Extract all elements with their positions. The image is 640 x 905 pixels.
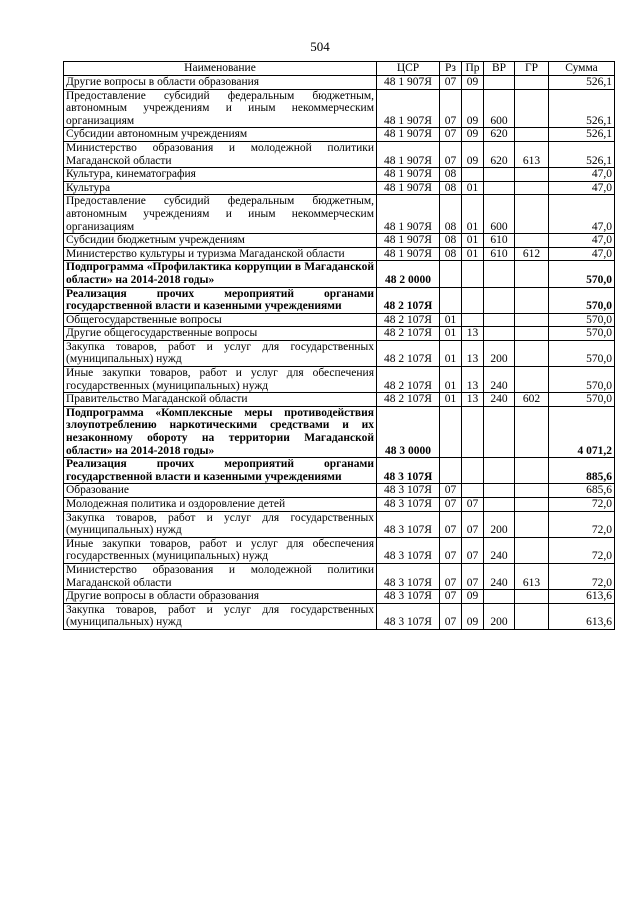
cell-gr [515, 168, 549, 182]
cell-rz: 07 [440, 537, 462, 563]
table-row [64, 367, 615, 393]
cell-vr [484, 406, 515, 457]
cell-name: Другие общегосударственные вопросы [64, 327, 377, 341]
table-row [64, 313, 615, 327]
cell-pr: 01 [462, 195, 484, 234]
cell-sum: 47,0 [549, 168, 615, 182]
cell-gr [515, 313, 549, 327]
table-row [64, 563, 615, 589]
cell-pr: 09 [462, 590, 484, 604]
table-row [64, 181, 615, 195]
cell-vr [484, 327, 515, 341]
cell-vr: 240 [484, 393, 515, 407]
cell-csr: 48 1 907Я [377, 234, 440, 248]
header-gr: ГР [515, 62, 549, 76]
cell-rz: 08 [440, 168, 462, 182]
cell-pr: 01 [462, 181, 484, 195]
cell-name: Другие вопросы в области образования [64, 590, 377, 604]
cell-name: Молодежная политика и оздоровление детей [64, 498, 377, 512]
cell-gr [515, 458, 549, 484]
cell-gr [515, 498, 549, 512]
table-row [64, 168, 615, 182]
cell-gr: 612 [515, 247, 549, 261]
cell-gr [515, 287, 549, 313]
cell-gr [515, 537, 549, 563]
cell-vr [484, 287, 515, 313]
cell-gr [515, 76, 549, 90]
table-row [64, 195, 615, 234]
cell-vr [484, 498, 515, 512]
cell-gr [515, 603, 549, 629]
cell-sum: 47,0 [549, 234, 615, 248]
cell-sum: 613,6 [549, 603, 615, 629]
table-row [64, 128, 615, 142]
cell-pr: 09 [462, 141, 484, 167]
cell-csr: 48 1 907Я [377, 76, 440, 90]
cell-name: Предоставление субсидий федеральным бюджетным, автономным учреждениям и иным некоммерческим организациям [64, 89, 377, 128]
cell-csr: 48 3 107Я [377, 603, 440, 629]
table-row [64, 590, 615, 604]
cell-gr [515, 181, 549, 195]
cell-rz: 07 [440, 590, 462, 604]
cell-csr: 48 1 907Я [377, 195, 440, 234]
cell-name: Иные закупки товаров, работ и услуг для обеспечения государственных (муниципальных) нужд [64, 537, 377, 563]
cell-pr: 07 [462, 511, 484, 537]
cell-gr [515, 195, 549, 234]
cell-vr [484, 484, 515, 498]
table-row [64, 261, 615, 287]
cell-csr: 48 3 107Я [377, 484, 440, 498]
cell-name: Субсидии бюджетным учреждениям [64, 234, 377, 248]
cell-name: Реализация прочих мероприятий органами государственной власти и казенными учреждениями [64, 287, 377, 313]
cell-csr: 48 3 107Я [377, 511, 440, 537]
cell-pr [462, 406, 484, 457]
cell-name: Образование [64, 484, 377, 498]
cell-vr [484, 313, 515, 327]
cell-rz: 01 [440, 340, 462, 366]
cell-sum: 526,1 [549, 89, 615, 128]
cell-vr [484, 181, 515, 195]
cell-pr [462, 313, 484, 327]
cell-csr: 48 3 107Я [377, 590, 440, 604]
cell-sum: 613,6 [549, 590, 615, 604]
cell-name: Подпрограмма «Профилактика коррупции в Магаданской области» на 2014-2018 годы» [64, 261, 377, 287]
cell-vr [484, 168, 515, 182]
cell-vr: 240 [484, 537, 515, 563]
table-row [64, 458, 615, 484]
table-row [64, 327, 615, 341]
cell-gr [515, 406, 549, 457]
cell-name: Культура, кинематография [64, 168, 377, 182]
cell-csr: 48 3 107Я [377, 458, 440, 484]
cell-sum: 4 071,2 [549, 406, 615, 457]
cell-csr: 48 1 907Я [377, 141, 440, 167]
cell-rz: 07 [440, 603, 462, 629]
cell-rz: 07 [440, 128, 462, 142]
cell-vr: 620 [484, 128, 515, 142]
cell-rz: 01 [440, 367, 462, 393]
cell-sum: 570,0 [549, 367, 615, 393]
header-sum: Сумма [549, 62, 615, 76]
table-row [64, 498, 615, 512]
cell-csr: 48 2 0000 [377, 261, 440, 287]
cell-name: Общегосударственные вопросы [64, 313, 377, 327]
header-csr: ЦСР [377, 62, 440, 76]
cell-vr: 610 [484, 247, 515, 261]
cell-sum: 526,1 [549, 128, 615, 142]
cell-sum: 570,0 [549, 287, 615, 313]
cell-pr: 07 [462, 498, 484, 512]
cell-sum: 570,0 [549, 327, 615, 341]
cell-sum: 47,0 [549, 247, 615, 261]
cell-rz: 07 [440, 141, 462, 167]
cell-pr [462, 287, 484, 313]
table-row [64, 234, 615, 248]
cell-vr: 240 [484, 367, 515, 393]
cell-pr: 01 [462, 247, 484, 261]
cell-gr [515, 89, 549, 128]
cell-vr: 240 [484, 563, 515, 589]
cell-pr: 09 [462, 76, 484, 90]
cell-pr: 09 [462, 89, 484, 128]
table-row [64, 406, 615, 457]
cell-csr: 48 1 907Я [377, 181, 440, 195]
cell-name: Закупка товаров, работ и услуг для государственных (муниципальных) нужд [64, 340, 377, 366]
cell-rz: 07 [440, 563, 462, 589]
cell-csr: 48 3 107Я [377, 563, 440, 589]
table-row [64, 537, 615, 563]
cell-rz: 01 [440, 327, 462, 341]
header-name: Наименование [64, 62, 377, 76]
table-row [64, 603, 615, 629]
cell-sum: 570,0 [549, 261, 615, 287]
cell-sum: 72,0 [549, 511, 615, 537]
cell-rz: 07 [440, 76, 462, 90]
cell-sum: 47,0 [549, 195, 615, 234]
cell-name: Министерство образования и молодежной политики Магаданской области [64, 141, 377, 167]
cell-name: Закупка товаров, работ и услуг для государственных (муниципальных) нужд [64, 603, 377, 629]
table-row [64, 141, 615, 167]
cell-vr: 600 [484, 195, 515, 234]
cell-gr: 613 [515, 141, 549, 167]
cell-vr: 600 [484, 89, 515, 128]
cell-name: Субсидии автономным учреждениям [64, 128, 377, 142]
cell-csr: 48 1 907Я [377, 168, 440, 182]
cell-csr: 48 3 0000 [377, 406, 440, 457]
cell-csr: 48 3 107Я [377, 537, 440, 563]
cell-sum: 526,1 [549, 76, 615, 90]
cell-vr: 200 [484, 340, 515, 366]
cell-vr: 620 [484, 141, 515, 167]
cell-pr: 13 [462, 340, 484, 366]
cell-sum: 685,6 [549, 484, 615, 498]
cell-csr: 48 1 907Я [377, 128, 440, 142]
cell-rz: 07 [440, 498, 462, 512]
cell-name: Подпрограмма «Комплексные меры противодействия злоупотреблению наркотическими средствами и их незаконному обороту на территории Магаданской области» на 2014-2018 годы» [64, 406, 377, 457]
cell-name: Другие вопросы в области образования [64, 76, 377, 90]
table-row [64, 76, 615, 90]
cell-name: Министерство культуры и туризма Магаданской области [64, 247, 377, 261]
cell-rz: 08 [440, 247, 462, 261]
table-row [64, 511, 615, 537]
table-row [64, 393, 615, 407]
table-row [64, 340, 615, 366]
cell-csr: 48 1 907Я [377, 247, 440, 261]
cell-sum: 570,0 [549, 393, 615, 407]
cell-gr [515, 484, 549, 498]
cell-csr: 48 2 107Я [377, 340, 440, 366]
cell-gr: 613 [515, 563, 549, 589]
cell-csr: 48 2 107Я [377, 393, 440, 407]
cell-pr [462, 484, 484, 498]
cell-gr [515, 511, 549, 537]
cell-csr: 48 3 107Я [377, 498, 440, 512]
cell-pr: 09 [462, 603, 484, 629]
cell-name: Министерство образования и молодежной политики Магаданской области [64, 563, 377, 589]
header-pr: Пр [462, 62, 484, 76]
cell-pr [462, 458, 484, 484]
cell-name: Культура [64, 181, 377, 195]
cell-sum: 526,1 [549, 141, 615, 167]
cell-vr: 200 [484, 603, 515, 629]
cell-rz: 08 [440, 195, 462, 234]
header-vr: ВР [484, 62, 515, 76]
cell-vr: 200 [484, 511, 515, 537]
cell-sum: 72,0 [549, 563, 615, 589]
cell-csr: 48 2 107Я [377, 367, 440, 393]
cell-sum: 72,0 [549, 537, 615, 563]
cell-gr [515, 367, 549, 393]
cell-name: Предоставление субсидий федеральным бюджетным, автономным учреждениям и иным некоммерческим организациям [64, 195, 377, 234]
cell-sum: 72,0 [549, 498, 615, 512]
cell-gr [515, 327, 549, 341]
cell-rz [440, 458, 462, 484]
cell-pr [462, 261, 484, 287]
cell-rz: 08 [440, 234, 462, 248]
cell-name: Закупка товаров, работ и услуг для государственных (муниципальных) нужд [64, 511, 377, 537]
cell-gr: 602 [515, 393, 549, 407]
cell-csr: 48 2 107Я [377, 327, 440, 341]
cell-name: Правительство Магаданской области [64, 393, 377, 407]
cell-rz [440, 287, 462, 313]
cell-gr [515, 590, 549, 604]
cell-csr: 48 2 107Я [377, 313, 440, 327]
table-row [64, 287, 615, 313]
cell-pr [462, 168, 484, 182]
cell-pr: 13 [462, 367, 484, 393]
cell-rz: 01 [440, 393, 462, 407]
table-body [64, 76, 615, 630]
table-row [64, 247, 615, 261]
cell-rz: 07 [440, 89, 462, 128]
cell-csr: 48 1 907Я [377, 89, 440, 128]
cell-pr: 07 [462, 537, 484, 563]
cell-pr: 01 [462, 234, 484, 248]
cell-vr [484, 590, 515, 604]
cell-gr [515, 128, 549, 142]
cell-sum: 47,0 [549, 181, 615, 195]
cell-rz: 07 [440, 484, 462, 498]
cell-sum: 885,6 [549, 458, 615, 484]
cell-name: Иные закупки товаров, работ и услуг для обеспечения государственных (муниципальных) нужд [64, 367, 377, 393]
cell-sum: 570,0 [549, 340, 615, 366]
budget-table [63, 61, 615, 630]
header-rz: Рз [440, 62, 462, 76]
cell-rz: 01 [440, 313, 462, 327]
cell-pr: 09 [462, 128, 484, 142]
cell-pr: 07 [462, 563, 484, 589]
cell-name: Реализация прочих мероприятий органами государственной власти и казенными учреждениями [64, 458, 377, 484]
cell-rz [440, 406, 462, 457]
table-header-row [64, 62, 615, 76]
cell-rz [440, 261, 462, 287]
cell-pr: 13 [462, 327, 484, 341]
cell-vr [484, 261, 515, 287]
cell-vr [484, 76, 515, 90]
cell-gr [515, 340, 549, 366]
cell-sum: 570,0 [549, 313, 615, 327]
table-row [64, 89, 615, 128]
cell-vr [484, 458, 515, 484]
cell-csr: 48 2 107Я [377, 287, 440, 313]
cell-vr: 610 [484, 234, 515, 248]
cell-gr [515, 234, 549, 248]
cell-gr [515, 261, 549, 287]
cell-pr: 13 [462, 393, 484, 407]
page-number: 504 [310, 39, 330, 54]
cell-rz: 08 [440, 181, 462, 195]
cell-rz: 07 [440, 511, 462, 537]
table-row [64, 484, 615, 498]
